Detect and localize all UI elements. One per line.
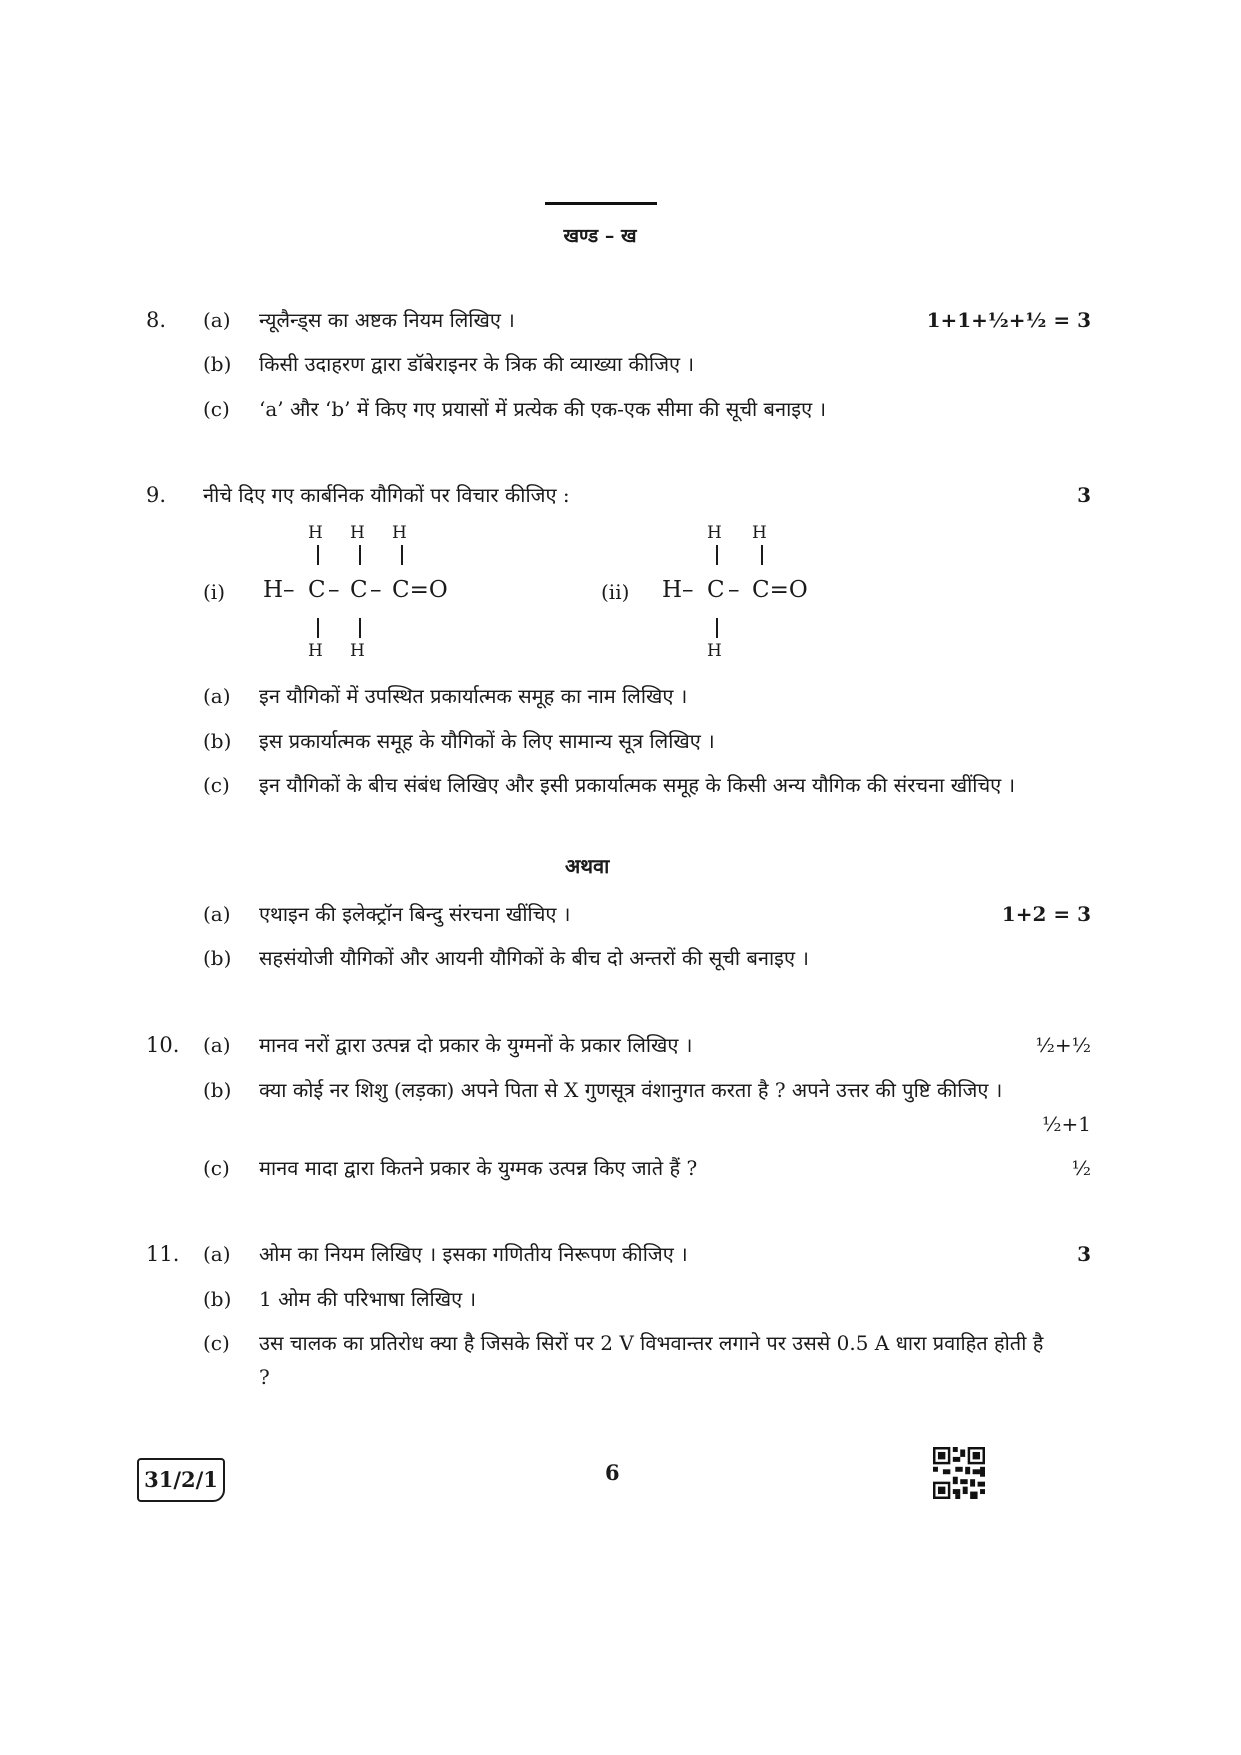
q10-part-c-marks: ½ (1071, 1156, 1091, 1180)
compound-i-bottom-h-2: H (350, 641, 365, 661)
q10-part-c-text: मानव मादा द्वारा कितने प्रकार के युग्मक उत्पन्न किए जाते हैं ? (259, 1156, 698, 1180)
q9-stem: नीचे दिए गए कार्बनिक यौगिकों पर विचार कीजिए : (203, 483, 570, 507)
q9-part-a-text: इन यौगिकों में उपस्थित प्रकार्यात्मक समूह का नाम लिखिए । (259, 684, 688, 708)
section-rule (545, 202, 657, 205)
compound-i-bond-top-1 (317, 545, 319, 565)
q8-part-b-text: किसी उदाहरण द्वारा डॉबेराइनर के त्रिक की व्याख्या कीजिए । (259, 352, 695, 376)
q10-part-b-text: क्या कोई नर शिशु (लड़का) अपने पिता से X गुणसूत्र वंशानुगत करता है ? अपने उत्तर की पुष्टि कीजिए । (259, 1078, 1003, 1102)
q11-part-b-label: (b) (203, 1287, 232, 1311)
compound-ii-bond: – (728, 577, 740, 603)
compound-i-bond-top-3 (401, 545, 403, 565)
compound-ii-h-left: H– (662, 577, 694, 603)
q9-part-a-label: (a) (203, 684, 231, 708)
q11-part-a-label: (a) (203, 1242, 231, 1266)
question-number-11: 11. (146, 1242, 180, 1266)
or-label: अथवा (565, 854, 610, 878)
compound-ii-bond-bottom-1 (716, 618, 718, 638)
compound-i-carbonyl: C=O (392, 577, 448, 603)
compound-i-top-h-3: H (392, 523, 407, 543)
q9-or-part-a-text: एथाइन की इलेक्ट्रॉन बिन्दु संरचना खींचिए । (259, 902, 571, 926)
q11-part-c-text: उस चालक का प्रतिरोध क्या है जिसके सिरों पर 2 V विभवान्तर लगाने पर उससे 0.5 A धारा प्रवाहित होती है ? (259, 1331, 1044, 1389)
q9-part-c-text: इन यौगिकों के बीच संबंध लिखिए और इसी प्रकार्यात्मक समूह के किसी अन्य यौगिक की संरचना खींचिए । (259, 773, 1016, 797)
compound-i-bond-bottom-2 (359, 618, 361, 638)
q10-part-a-text: मानव नरों द्वारा उत्पन्न दो प्रकार के युग्मनों के प्रकार लिखिए । (259, 1033, 693, 1057)
question-number-8: 8. (146, 308, 167, 332)
q9-or-marks: 1+2 = 3 (1001, 902, 1091, 926)
q9-or-part-b-text: सहसंयोजी यौगिकों और आयनी यौगिकों के बीच दो अन्तरों की सूची बनाइए । (259, 946, 809, 970)
compound-ii-bond-top-2 (761, 545, 763, 565)
compound-ii-top-h-2: H (752, 523, 767, 543)
q8-part-c-text: ‘a’ और ‘b’ में किए गए प्रयासों में प्रत्येक की एक-एक सीमा की सूची बनाइए । (259, 397, 827, 421)
compound-i-top-h-2: H (350, 523, 365, 543)
q8-part-a-label: (a) (203, 308, 231, 332)
q10-part-b-label: (b) (203, 1078, 232, 1102)
q9-part-c-label: (c) (203, 773, 230, 797)
compound-i-carbon-2: C (350, 577, 368, 603)
compound-i-carbon-1: C (308, 577, 326, 603)
q11-marks: 3 (1077, 1242, 1091, 1266)
compound-i-bond-1: – (328, 577, 340, 603)
q11-part-a-text: ओम का नियम लिखिए । इसका गणितीय निरूपण कीजिए । (259, 1242, 688, 1266)
compound-i-bottom-h-1: H (308, 641, 323, 661)
compound-i-top-h-1: H (308, 523, 323, 543)
compound-i-label: (i) (203, 580, 226, 604)
q10-part-a-label: (a) (203, 1033, 231, 1057)
q8-part-c-label: (c) (203, 397, 230, 421)
q9-part-b-label: (b) (203, 729, 232, 753)
compound-ii-label: (ii) (601, 580, 630, 604)
q9-marks: 3 (1077, 483, 1091, 507)
q11-part-c-label: (c) (203, 1331, 230, 1355)
compound-ii-bond-top-1 (716, 545, 718, 565)
q8-marks: 1+1+½+½ = 3 (926, 308, 1091, 332)
compound-ii-top-h-1: H (707, 523, 722, 543)
compound-ii-carbon: C (707, 577, 725, 603)
qr-code-icon (933, 1447, 985, 1499)
compound-i-h-left: H– (263, 577, 295, 603)
compound-i-bond-2: – (370, 577, 382, 603)
compound-i-bond-bottom-1 (317, 618, 319, 638)
q10-part-a-marks: ½+½ (1035, 1033, 1091, 1057)
q8-part-b-label: (b) (203, 352, 232, 376)
question-number-9: 9. (146, 483, 167, 507)
page-number: 6 (605, 1460, 620, 1485)
q10-part-c-label: (c) (203, 1156, 230, 1180)
q10-part-b-marks: ½+1 (1042, 1112, 1091, 1136)
q9-or-part-a-label: (a) (203, 902, 231, 926)
q9-or-part-b-label: (b) (203, 946, 232, 970)
section-title: खण्ड – ख (563, 225, 637, 247)
compound-ii-bottom-h-1: H (707, 641, 722, 661)
paper-code: 31/2/1 (137, 1458, 225, 1502)
question-number-10: 10. (146, 1033, 180, 1057)
compound-i-bond-top-2 (359, 545, 361, 565)
q11-part-b-text: 1 ओम की परिभाषा लिखिए । (259, 1287, 477, 1311)
q9-part-b-text: इस प्रकार्यात्मक समूह के यौगिकों के लिए सामान्य सूत्र लिखिए । (259, 729, 715, 753)
q8-part-a-text: न्यूलैन्ड्स का अष्टक नियम लिखिए । (259, 308, 515, 332)
compound-ii-carbonyl: C=O (752, 577, 808, 603)
